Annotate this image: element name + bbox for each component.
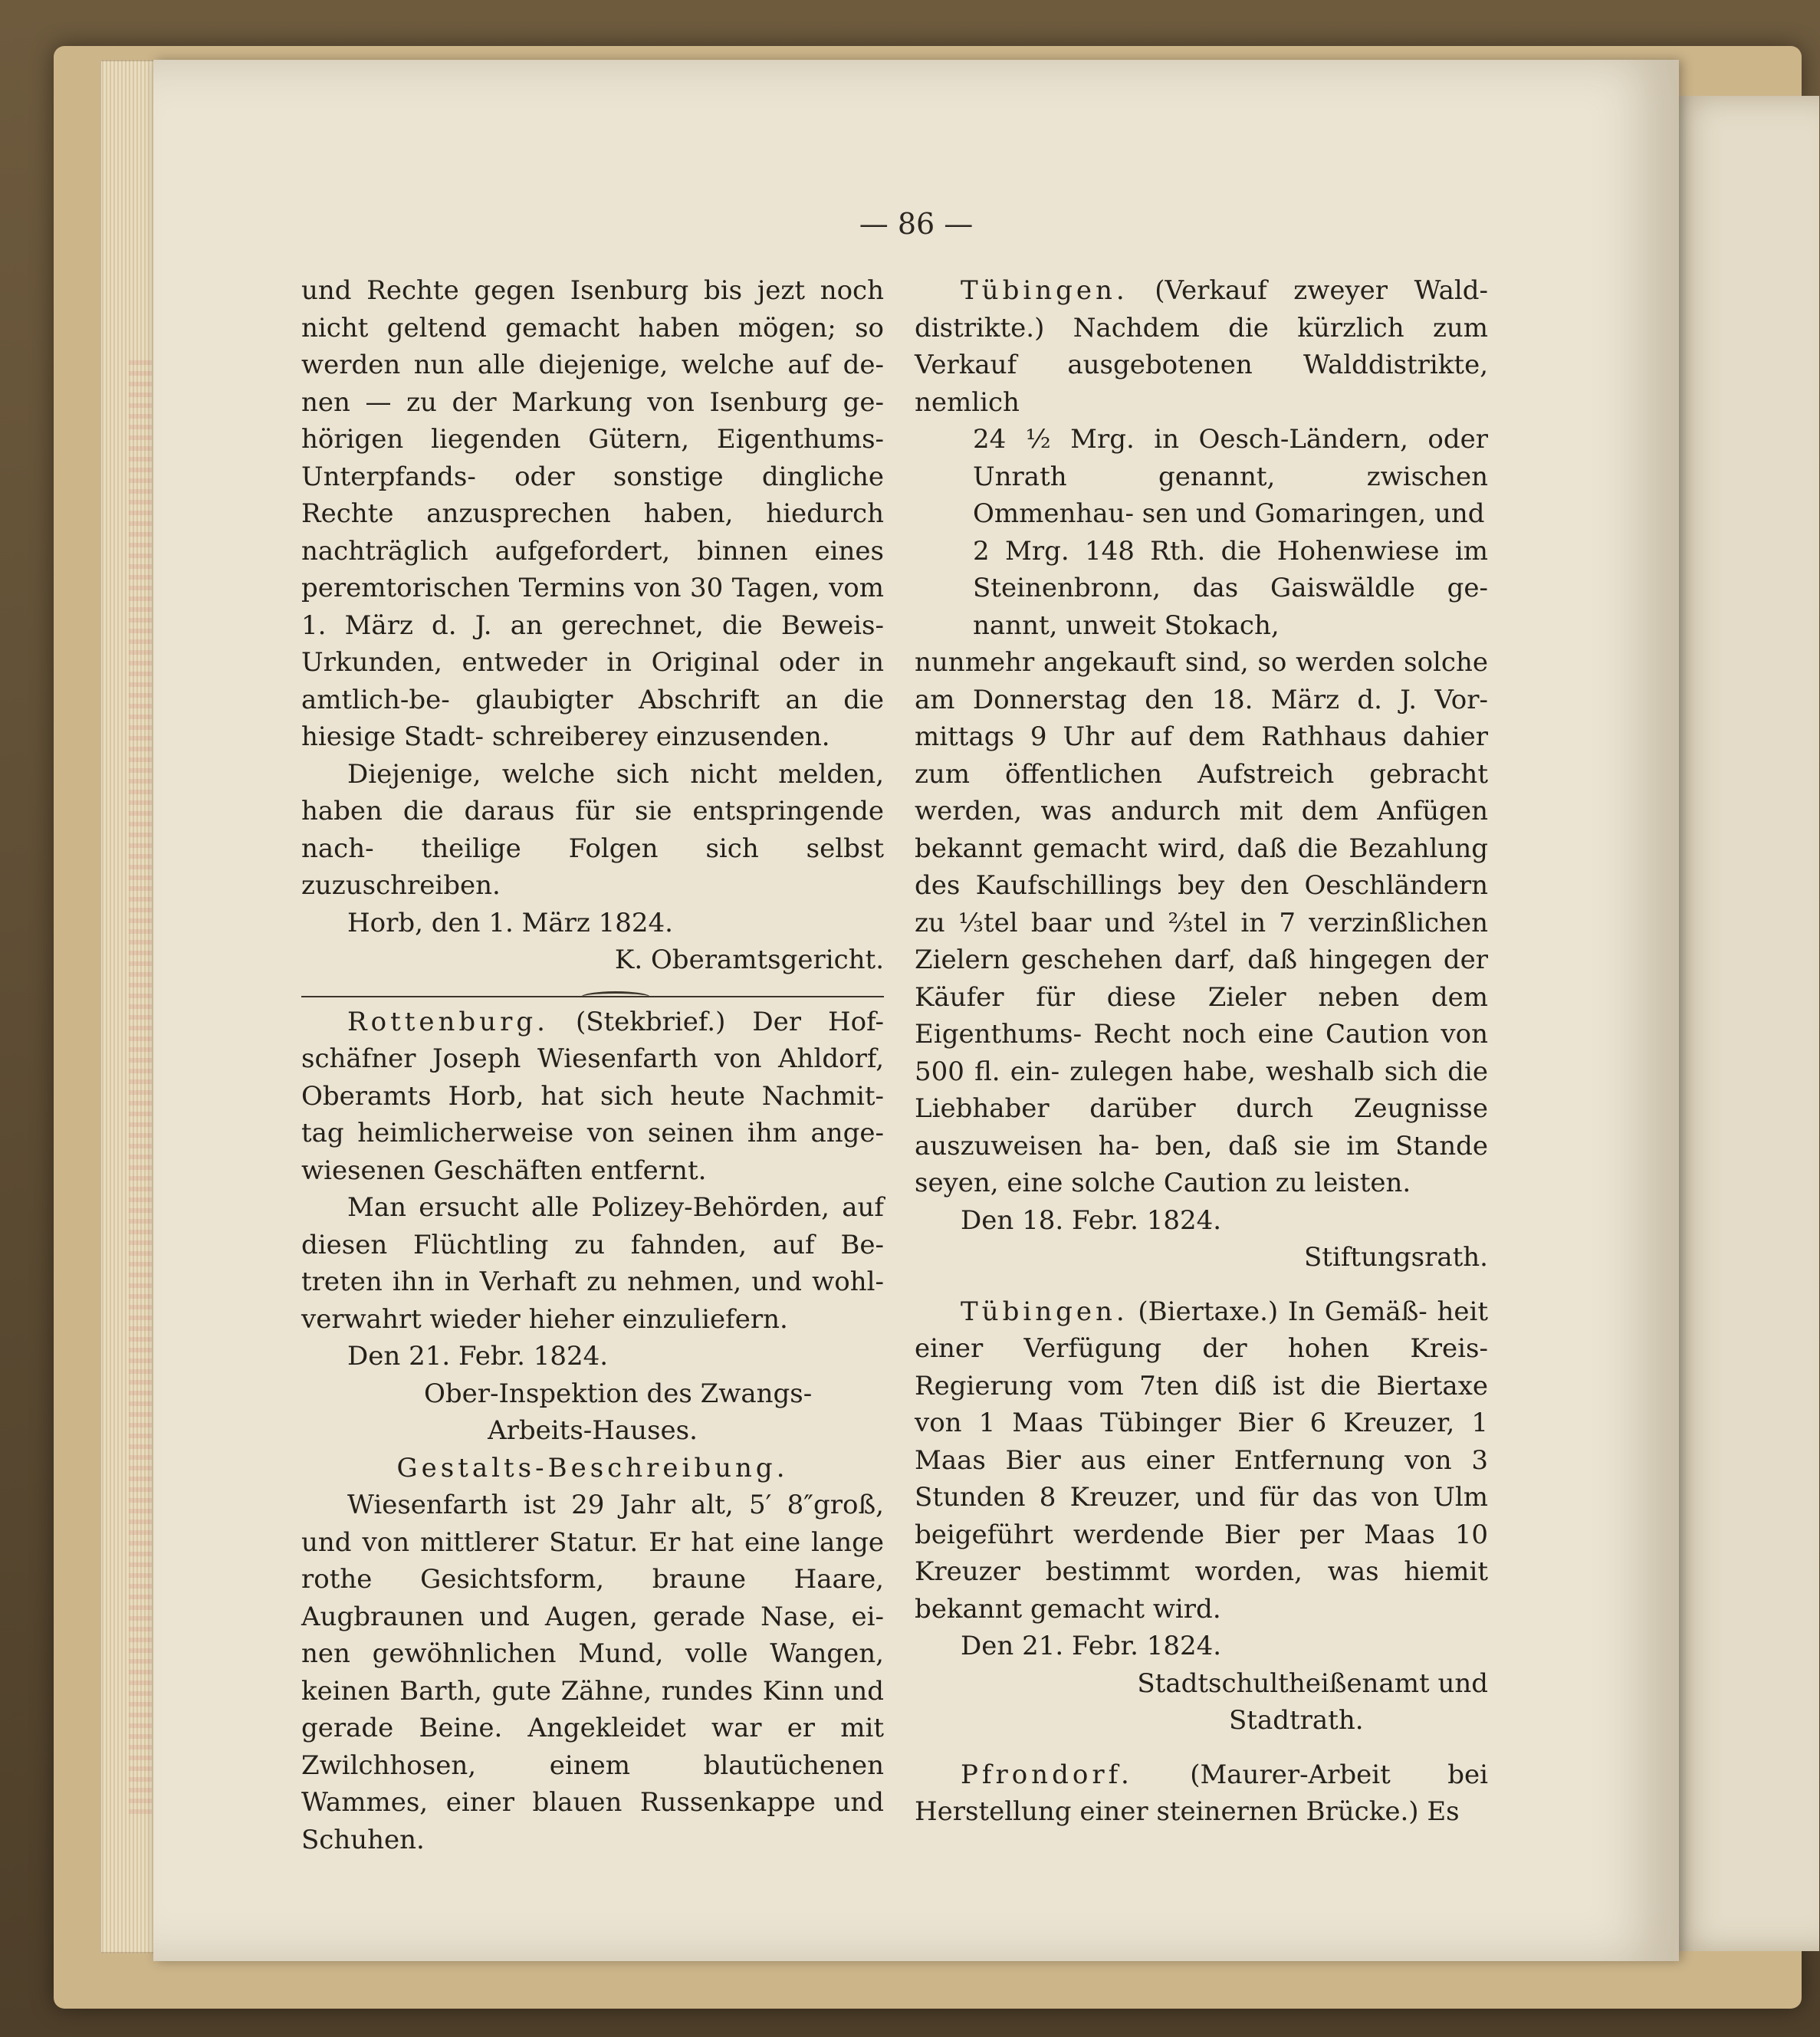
notice-place: Tübingen. — [961, 1296, 1128, 1327]
section-heading: Gestalts-Beschreibung. — [396, 1452, 789, 1483]
page-number: — 86 — — [859, 207, 974, 241]
red-page-edge — [129, 360, 152, 1817]
signature-line-2: Arbeits-Hauses. — [488, 1415, 698, 1446]
notice-title: (Verkauf zweyer Wald- distrikte.) — [915, 275, 1488, 343]
date-line: Den 21. Febr. 1824. — [347, 1341, 609, 1372]
paragraph: Man ersucht alle Polizey-Behörden, auf diesen Flüchtling zu fahnden, auf Be- treten ihn in Verhaft zu nehmen, und wohl- verwahrt wieder hieher einzuliefern. — [301, 1192, 884, 1335]
signature-line-1: Ober-Inspektion des Zwangs- — [424, 1378, 813, 1409]
notice-text: Nachdem die kürzlich zum Verkauf ausgebotenen Walddistrikte, nemlich — [915, 312, 1488, 418]
list-item: 24 ½ Mrg. in Oesch-Ländern, oder Unrath genannt, zwischen Ommenhau- sen und Gomaringen, und — [973, 424, 1488, 529]
notice-place: Tübingen. — [961, 275, 1128, 306]
notice-walddistrikte — [915, 272, 1488, 421]
notice-title: (Maurer-Arbeit bei Herstellung einer steinernen Brücke.) — [915, 1759, 1488, 1827]
description-paragraph: Wiesenfarth ist 29 Jahr alt, 5′ 8″groß, und von mittlerer Statur. Er hat eine lange rothe Gesichtsform, braune Haare, Augbraunen und Augen, gerade Nase, ei- nen gewöhnlichen Mund, volle Wangen, keinen Barth, gute Zähne, rundes Kinn und gerade Beine. Angekleidet war er mit Zwilchhosen, einem blautüchenen Wammes, einer blauen Russenkappe und Schuhen. — [301, 1490, 884, 1855]
list-item: 2 Mrg. 148 Rth. die Hohenwiese im Steinenbronn, das Gaiswäldle ge- nannt, unweit Stokach, — [973, 535, 1488, 641]
signature: K. Oberamtsgericht. — [614, 945, 884, 975]
paragraph: nunmehr angekauft sind, so werden solche am Donnerstag den 18. März d. J. Vor- mittags 9 Uhr auf dem Rathhaus dahier zum öffentlichen Aufstreich gebracht werden, was andurch mit dem Anfügen bekannt gemacht wird, daß die Bezahlung des Kaufschillings bey den Oeschländern zu ⅓tel baar und ⅔tel in 7 verzinßlichen Zielern geschehen darf, daß hingegen der Käufer für diese Zieler neben dem Eigenthums- Recht noch eine Caution von 500 fl. ein- zulegen habe, weshalb sich die Liebhaber darüber durch Zeugnisse auszuweisen ha- ben, daß sie im Stande seyen, eine solche Caution zu leisten. — [915, 647, 1488, 1198]
date-line: Horb, den 1. März 1824. — [347, 907, 673, 938]
signature: Stiftungsrath. — [1304, 1242, 1488, 1273]
separator-rule — [301, 996, 884, 997]
notice-text: In Gemäß- heit einer Verfügung der hohen Kreis- Regierung vom 7ten diß ist die Biertaxe von 1 Maas Tübinger Bier 6 Kreuzer, 1 Maas Bier aus einer Entfernung von 3 Stunden 8 Kreuzer, und für das von Ulm beigeführt werdende Bier per Maas 10 Kreuzer bestimmt worden, was hiemit bekannt gemacht wird. — [915, 1296, 1488, 1625]
left-column — [301, 272, 884, 1858]
notice-title: (Biertaxe.) — [1138, 1296, 1279, 1327]
notice-stekbrief — [301, 1004, 884, 1190]
notice-biertaxe — [915, 1293, 1488, 1628]
facing-page-edge — [1664, 96, 1819, 1951]
signature-line-1: Stadtschultheißenamt und — [1137, 1667, 1488, 1699]
notice-pfrondorf — [915, 1756, 1488, 1831]
paragraph: Diejenige, welche sich nicht melden, haben die daraus für sie entspringende nach- theilige Folgen sich selbst zuzuschreiben. — [301, 758, 884, 901]
notice-text: Der Hof- schäfner Joseph Wiesenfarth von Ahldorf, Oberamts Horb, hat sich heute Nachmit- tag heimlicherweise von seinen ihm ange- wiesenen Geschäften entfernt. — [301, 1006, 885, 1186]
notice-title: (Stekbrief.) — [575, 1006, 726, 1037]
signature-line-2: Stadtrath. — [1229, 1705, 1364, 1736]
notice-text: Es — [1427, 1796, 1460, 1827]
date-line: Den 18. Febr. 1824. — [961, 1204, 1222, 1236]
notice-place: Rottenburg. — [347, 1006, 549, 1037]
notice-place: Pfrondorf. — [961, 1759, 1133, 1790]
right-column — [915, 272, 1488, 1831]
intro-paragraph: und Rechte gegen Isenburg bis jezt noch nicht geltend gemacht haben mögen; so werden nun alle diejenige, welche auf de- nen — zu der Markung von Isenburg ge- hörigen liegenden Gütern, Eigenthums- Unterpfands- oder sonstige dingliche Rechte anzusprechen haben, hiedurch nachträglich aufgefordert, binnen eines peremtorischen Termins von 30 Tagen, vom 1. März d. J. an gerechnet, die Beweis-Urkunden, entweder in Original oder in amtlich-be- glaubigter Abschrift an die hiesige Stadt- schreiberey einzusenden. — [301, 275, 884, 752]
date-line: Den 21. Febr. 1824. — [961, 1631, 1222, 1661]
